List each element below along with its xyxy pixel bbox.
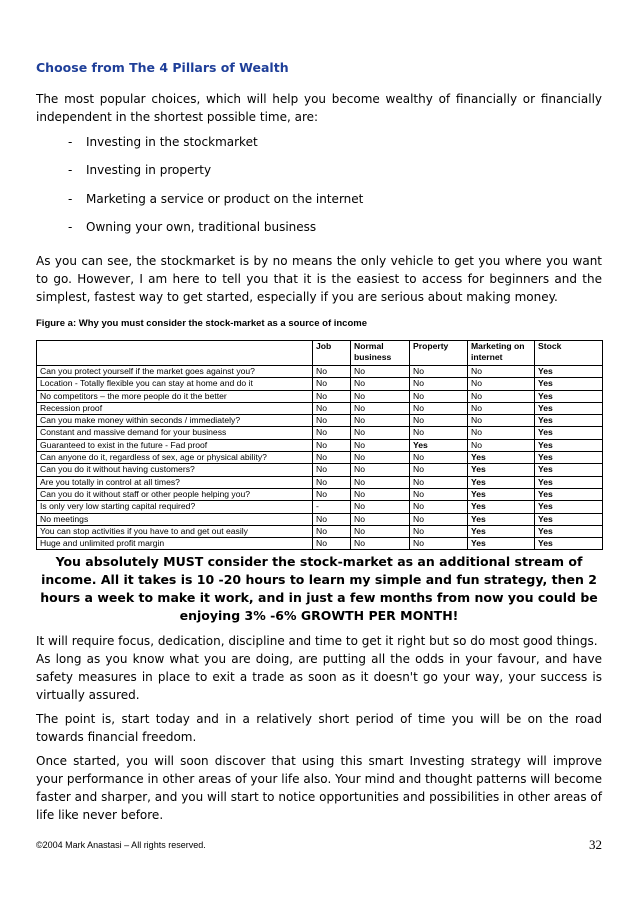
table-cell: Yes [535, 501, 603, 513]
bullet-item [68, 133, 258, 151]
figure-caption: Figure a: Why you must consider the stock-market as a source of income [36, 318, 368, 329]
table-cell: No [313, 390, 351, 402]
table-cell: No [313, 538, 351, 550]
table-row-label: No meetings [37, 513, 313, 525]
table-cell: No [313, 439, 351, 451]
table-cell: Yes [410, 439, 468, 451]
table-header-cell: Stock [535, 341, 603, 366]
table-row [37, 427, 603, 439]
closing-paragraph: Once started, you will soon discover that using this smart Investing strategy will improve your performance in other areas of your life also. Your mind and thought patterns will become faster and sharper, and you will start to notice opportunities and possibilities in other areas of life like never before. [36, 754, 602, 822]
bullet-text: Investing in the stockmarket [86, 135, 258, 149]
comparison-table [36, 340, 603, 550]
table-row [37, 488, 603, 500]
table-row-label: Guaranteed to exist in the future - Fad proof [37, 439, 313, 451]
table-cell: Yes [468, 501, 535, 513]
table-cell: No [351, 501, 410, 513]
table-body [37, 366, 603, 550]
table-cell: No [468, 439, 535, 451]
table-cell: Yes [468, 452, 535, 464]
table-header-cell: Marketing on internet [468, 341, 535, 366]
table-row [37, 415, 603, 427]
bullet-marker: - [68, 135, 73, 149]
table-row-label: Can you do it without staff or other people helping you? [37, 488, 313, 500]
callout-text: You absolutely MUST consider the stock-market as an additional stream of income. All it takes is 10 -20 hours to learn my simple and fun strategy, then 2 hours a week to make it work, and in just a few months from now you could be enjoying 3% -6% GROWTH PER MONTH! [40, 554, 598, 623]
table-cell: No [351, 427, 410, 439]
table-cell: No [468, 366, 535, 378]
table-cell: Yes [535, 415, 603, 427]
table-cell: No [351, 390, 410, 402]
table-cell: No [351, 415, 410, 427]
table-row-label: No competitors – the more people do it the better [37, 390, 313, 402]
table-row [37, 378, 603, 390]
table-cell: No [313, 366, 351, 378]
bullet-marker: - [68, 163, 73, 177]
table-cell: Yes [535, 513, 603, 525]
table-cell: Yes [468, 538, 535, 550]
table-row-label: Is only very low starting capital required? [37, 501, 313, 513]
table-row [37, 390, 603, 402]
table-cell: No [313, 378, 351, 390]
table-cell: Yes [535, 538, 603, 550]
table-cell: No [313, 452, 351, 464]
table-cell: Yes [468, 525, 535, 537]
table-cell: Yes [535, 476, 603, 488]
table-cell: No [313, 415, 351, 427]
table-row [37, 402, 603, 414]
table-cell: No [351, 402, 410, 414]
table-cell: No [468, 378, 535, 390]
table-cell: No [351, 476, 410, 488]
table-cell: No [410, 452, 468, 464]
bullet-text: Marketing a service or product on the internet [86, 192, 364, 206]
table-cell: No [351, 378, 410, 390]
table-row [37, 452, 603, 464]
table-cell: No [313, 402, 351, 414]
table-cell: No [468, 402, 535, 414]
table-cell: No [410, 464, 468, 476]
table-cell: No [313, 488, 351, 500]
bullet-item [68, 218, 316, 236]
table-cell: No [313, 464, 351, 476]
table-row-label: Can anyone do it, regardless of sex, age or physical ability? [37, 452, 313, 464]
table-row-label: Can you protect yourself if the market goes against you? [37, 366, 313, 378]
table-cell: Yes [468, 488, 535, 500]
table-row-label: Constant and massive demand for your business [37, 427, 313, 439]
table-cell: Yes [535, 366, 603, 378]
table-cell: - [313, 501, 351, 513]
bullet-marker: - [68, 192, 73, 206]
table-cell: No [468, 390, 535, 402]
table-cell: No [410, 402, 468, 414]
table-cell: No [313, 476, 351, 488]
table-header-row [37, 341, 603, 366]
table-cell: No [313, 513, 351, 525]
table-row-label: Recession proof [37, 402, 313, 414]
table-header-cell: Property [410, 341, 468, 366]
table-cell: No [468, 415, 535, 427]
table-cell: Yes [535, 488, 603, 500]
table-cell: No [313, 427, 351, 439]
table-row-label: You can stop activities if you have to and get out easily [37, 525, 313, 537]
table-row-label: Can you make money within seconds / immediately? [37, 415, 313, 427]
table-cell: Yes [535, 378, 603, 390]
bullet-item [68, 161, 211, 179]
table-cell: No [351, 464, 410, 476]
table-row [37, 501, 603, 513]
table-row [37, 439, 603, 451]
table-cell: No [410, 501, 468, 513]
section-heading: Choose from The 4 Pillars of Wealth [36, 60, 289, 75]
success-sentence: As long as you know what you are doing, are putting all the odds in your favour, and have safety measures in place to exit a trade as soon as it doesn't go your way, your success is virtually assured. [36, 652, 602, 702]
table-cell: Yes [535, 525, 603, 537]
table-cell: Yes [468, 513, 535, 525]
table-cell: No [410, 488, 468, 500]
table-cell: No [410, 415, 468, 427]
focus-sentence: It will require focus, dedication, discipline and time to get it right but so do most good things. [36, 634, 598, 648]
table-cell: No [313, 525, 351, 537]
table-row-label: Can you do it without having customers? [37, 464, 313, 476]
bullet-text: Owning your own, traditional business [86, 220, 317, 234]
bullet-marker: - [68, 220, 73, 234]
table-cell: Yes [535, 439, 603, 451]
table-cell: No [351, 488, 410, 500]
bullet-item [68, 190, 363, 208]
start-today-paragraph: The point is, start today and in a relatively short period of time you will be on the road towards financial freedom. [36, 712, 602, 744]
table-header-cell: Normal business [351, 341, 410, 366]
table-row-label: Are you totally in control at all times? [37, 476, 313, 488]
bullet-text: Investing in property [86, 163, 212, 177]
copyright-footer: ©2004 Mark Anastasi – All rights reserved. [36, 840, 206, 850]
table-cell: Yes [535, 427, 603, 439]
table-row [37, 538, 603, 550]
intro-paragraph: The most popular choices, which will help you become wealthy of financially or financially independent in the shortest possible time, are: [36, 92, 602, 124]
table-cell: Yes [468, 464, 535, 476]
table-row [37, 525, 603, 537]
table-cell: No [410, 390, 468, 402]
table-cell: Yes [535, 390, 603, 402]
table-row [37, 366, 603, 378]
page-number: 32 [589, 837, 602, 852]
table-cell: No [351, 452, 410, 464]
table-row-label: Location - Totally flexible you can stay at home and do it [37, 378, 313, 390]
table-row-label: Huge and unlimited profit margin [37, 538, 313, 550]
table-row [37, 476, 603, 488]
table-cell: No [410, 366, 468, 378]
table-cell: Yes [468, 476, 535, 488]
table-header-cell: Job [313, 341, 351, 366]
table-cell: Yes [535, 402, 603, 414]
table-cell: No [351, 525, 410, 537]
table-cell: No [468, 427, 535, 439]
table-row [37, 464, 603, 476]
table-header-blank [37, 341, 313, 366]
table-cell: Yes [535, 464, 603, 476]
table-cell: No [410, 427, 468, 439]
table-cell: No [351, 538, 410, 550]
table-cell: No [410, 378, 468, 390]
table-cell: No [410, 513, 468, 525]
table-cell: No [410, 476, 468, 488]
table-cell: No [351, 513, 410, 525]
table-cell: No [351, 439, 410, 451]
table-cell: Yes [535, 452, 603, 464]
table-cell: No [410, 538, 468, 550]
table-row [37, 513, 603, 525]
table-cell: No [351, 366, 410, 378]
focus-paragraph [36, 632, 602, 704]
stockmarket-paragraph: As you can see, the stockmarket is by no means the only vehicle to get you where you want to go. However, I am here to tell you that it is the easiest to access for beginners and the simplest, fastest way to get started, especially if you are serious about making money. [36, 254, 602, 304]
table-cell: No [410, 525, 468, 537]
